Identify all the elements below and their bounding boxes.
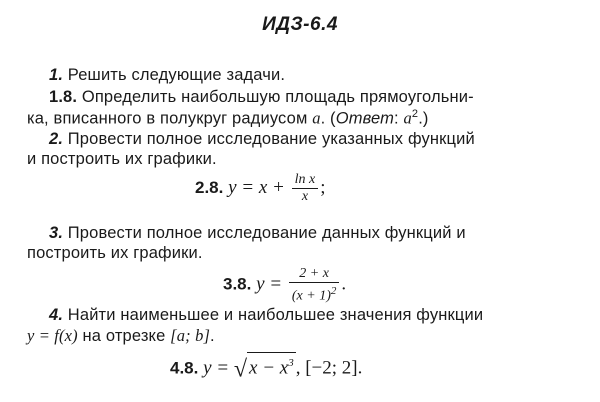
answer-exponent: 2 (411, 108, 419, 120)
fraction-numerator: 2 + x (289, 266, 340, 283)
punct: : (394, 109, 404, 128)
formula-label: 4.8. (170, 358, 199, 378)
task-text: и построить их графики. (27, 150, 217, 168)
page-title: ИДЗ-6.4 (262, 14, 338, 35)
answer-value: a (403, 108, 412, 128)
punct: .) (418, 109, 429, 128)
fraction-denominator: x (301, 189, 309, 204)
task-text: Провести полное исследование данных функций и (63, 224, 466, 242)
task-1-heading (49, 66, 285, 85)
task-number: 4. (49, 306, 64, 324)
radicand-text: x − x (249, 357, 289, 379)
formula-label: 3.8. (223, 274, 252, 294)
task-text: на отрезке (77, 327, 171, 345)
task-text: Определить наибольшую площадь прямоугольни- (77, 88, 474, 106)
task-4-line-2 (27, 326, 215, 346)
task-text: Провести полное исследование указанных функций (63, 130, 475, 148)
task-number: 2. (49, 130, 64, 148)
task-text: Решить следующие задачи. (63, 66, 286, 84)
radical-sign-icon: √ (233, 356, 248, 383)
square-root (234, 352, 296, 383)
task-1-8-line-1 (49, 88, 474, 107)
formula-4-8 (170, 352, 362, 383)
task-3-line-2 (27, 244, 203, 263)
punct: . (210, 327, 215, 345)
task-2-line-1 (49, 130, 475, 149)
formula-lhs: y = (256, 273, 287, 295)
fraction (292, 172, 319, 205)
fraction-numerator: ln x (292, 172, 319, 189)
formula-lhs: y = (203, 357, 234, 379)
radicand (247, 352, 296, 378)
formula-tail: . (341, 273, 347, 295)
function-notation: y = f(x) (27, 326, 78, 345)
denominator-exponent: 2 (330, 285, 337, 297)
denominator-base: (x + 1) (291, 288, 331, 304)
task-number: 1.8. (49, 88, 78, 106)
fraction-denominator (289, 283, 340, 305)
punct: . ( (320, 109, 336, 128)
task-number: 1. (49, 66, 64, 84)
interval: [a; b] (170, 326, 211, 345)
task-text: Найти наименьшее и наибольшее значения функции (63, 306, 484, 324)
task-2-line-2 (27, 150, 217, 169)
formula-tail: ; (320, 176, 326, 198)
formula-3-8 (223, 266, 346, 305)
task-text: ка, вписанного в полукруг радиусом (27, 109, 313, 128)
formula-tail: , [−2; 2]. (295, 357, 363, 379)
task-3-line-1 (49, 224, 466, 243)
task-number: 3. (49, 224, 64, 242)
formula-2-8 (195, 172, 326, 205)
task-text: построить их графики. (27, 244, 203, 262)
fraction (289, 266, 340, 305)
formula-lhs: y = x + (228, 176, 290, 198)
formula-label: 2.8. (195, 177, 224, 197)
radicand-exponent: 3 (288, 357, 294, 369)
task-1-8-line-2 (27, 108, 429, 129)
variable-a: a (312, 108, 321, 128)
answer-label: Ответ (335, 109, 395, 128)
task-4-line-1 (49, 306, 483, 325)
